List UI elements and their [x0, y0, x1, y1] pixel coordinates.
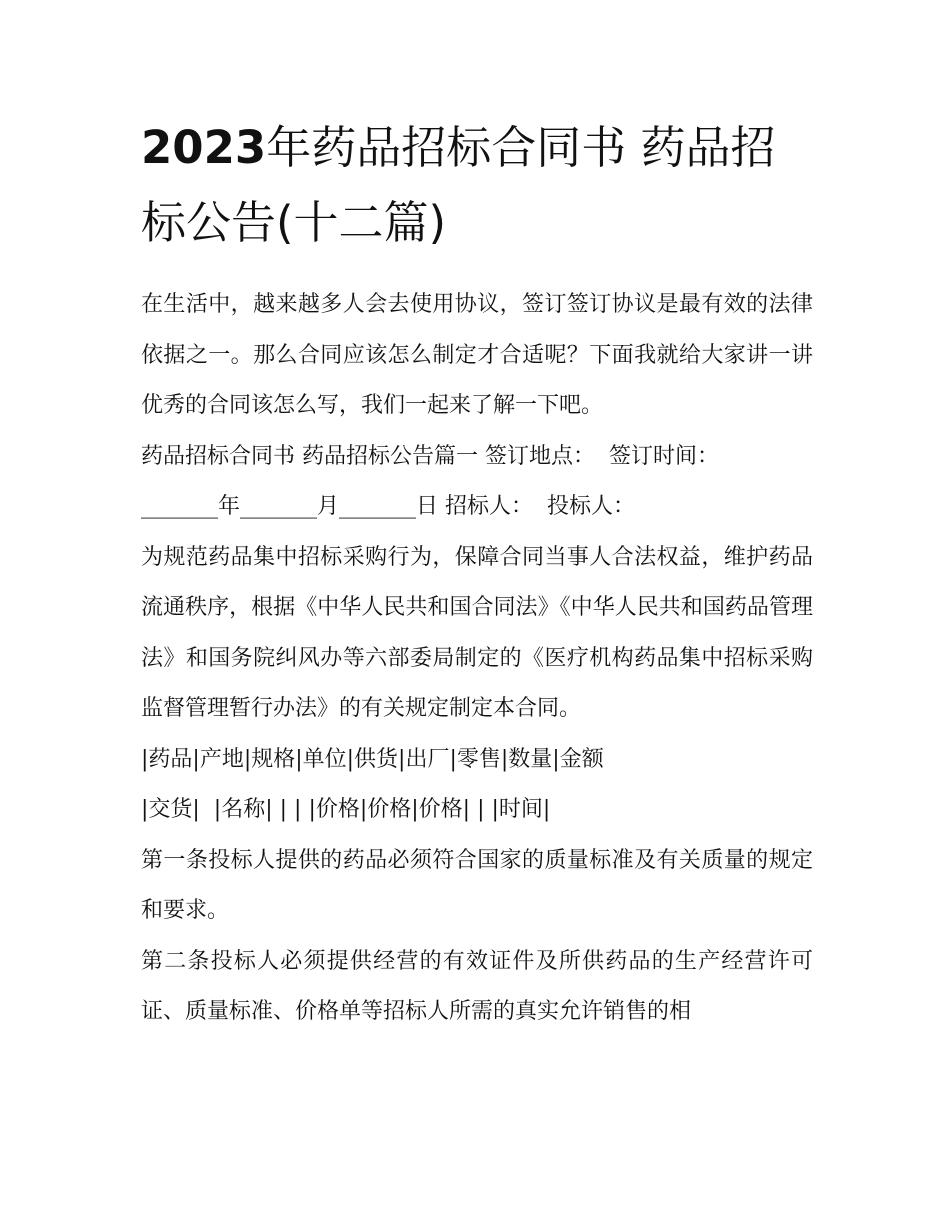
intro-paragraph: 在生活中，越来越多人会去使用协议，签订签订协议是最有效的法律依据之一。那么合同应该怎么制定才合适呢？下面我就给大家讲一讲优秀的合同该怎么写，我们一起来了解一下吧。 — [141, 292, 813, 418]
title-year: 2023 — [141, 121, 267, 174]
heading-line: 药品招标合同书 药品招标公告篇一 签订地点： 签订时间： — [141, 443, 719, 469]
title-text: 年药品招标合同书 药品招标公告(十二篇) — [141, 121, 776, 249]
article-2: 第二条投标人必须提供经营的有效证件及所供药品的生产经营许可证、质量标准、价格单等招标人所需的真实允许销售的相 — [141, 948, 813, 1024]
date-line: _______年_______月_______日 招标人： 投标人： — [141, 494, 635, 519]
table-row-header: |药品|产地|规格|单位|供货|出厂|零售|数量|金额 — [141, 746, 604, 772]
article-1: 第一条投标人提供的药品必须符合国家的质量标准及有关质量的规定和要求。 — [141, 847, 813, 923]
table-row-subheader: |交货| |名称| | | |价格|价格|价格| | |时间| — [141, 797, 551, 822]
purpose-paragraph: 为规范药品集中招标采购行为，保障合同当事人合法权益，维护药品流通秩序，根据《中华人民共和国合同法》《中华人民共和国药品管理法》和国务院纠风办等六部委局制定的《医疗机构药品集中招标采购监督管理暂行办法》的有关规定制定本合同。 — [141, 544, 813, 721]
document-page — [141, 110, 813, 1038]
document-title — [141, 110, 813, 260]
